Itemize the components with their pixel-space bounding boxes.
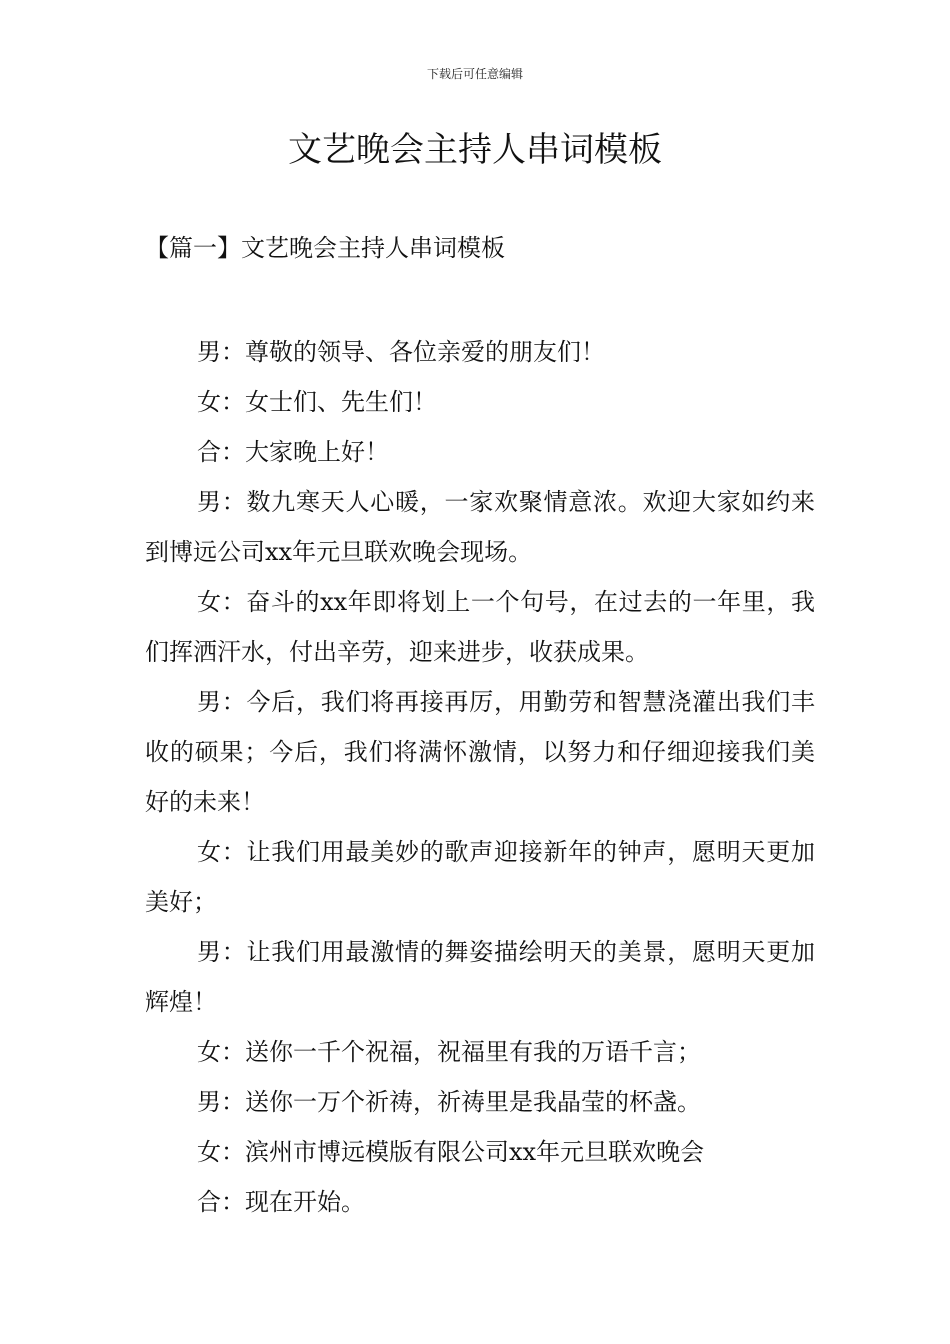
section-heading: 【篇一】文艺晚会主持人串词模板 [145,234,505,262]
dialogue-line: 男：今后，我们将再接再厉，用勤劳和智慧浇灌出我们丰收的硕果；今后，我们将满怀激情，以努力和仔细迎接我们美好的未来！ [145,688,815,816]
dialogue-line: 女：女士们、先生们！ [197,388,437,416]
dialogue-line: 合：大家晚上好！ [197,438,389,466]
dialogue-line: 男：尊敬的领导、各位亲爱的朋友们！ [197,338,605,366]
dialogue-line: 女：送你一千个祝福，祝福里有我的万语千言； [197,1038,701,1066]
dialogue-line: 女：滨州市博远模版有限公司xx年元旦联欢晚会 [197,1138,705,1166]
dialogue-line: 男：送你一万个祈祷，祈祷里是我晶莹的杯盏。 [197,1088,701,1116]
header-note: 下载后可任意编辑 [426,67,523,81]
dialogue-line: 合：现在开始。 [197,1188,365,1216]
dialogue-line: 女：奋斗的xx年即将划上一个句号，在过去的一年里，我们挥洒汗水，付出辛劳，迎来进步，收获成果。 [145,588,815,666]
dialogue-line: 男：数九寒天人心暖，一家欢聚情意浓。欢迎大家如约来到博远公司xx年元旦联欢晚会现场。 [145,488,815,566]
document-title: 文艺晚会主持人串词模板 [288,130,662,170]
dialogue-line: 男：让我们用最激情的舞姿描绘明天的美景，愿明天更加辉煌！ [145,938,815,1016]
dialogue-line: 女：让我们用最美妙的歌声迎接新年的钟声，愿明天更加美好； [145,838,815,916]
dialogue-body [145,327,815,1227]
